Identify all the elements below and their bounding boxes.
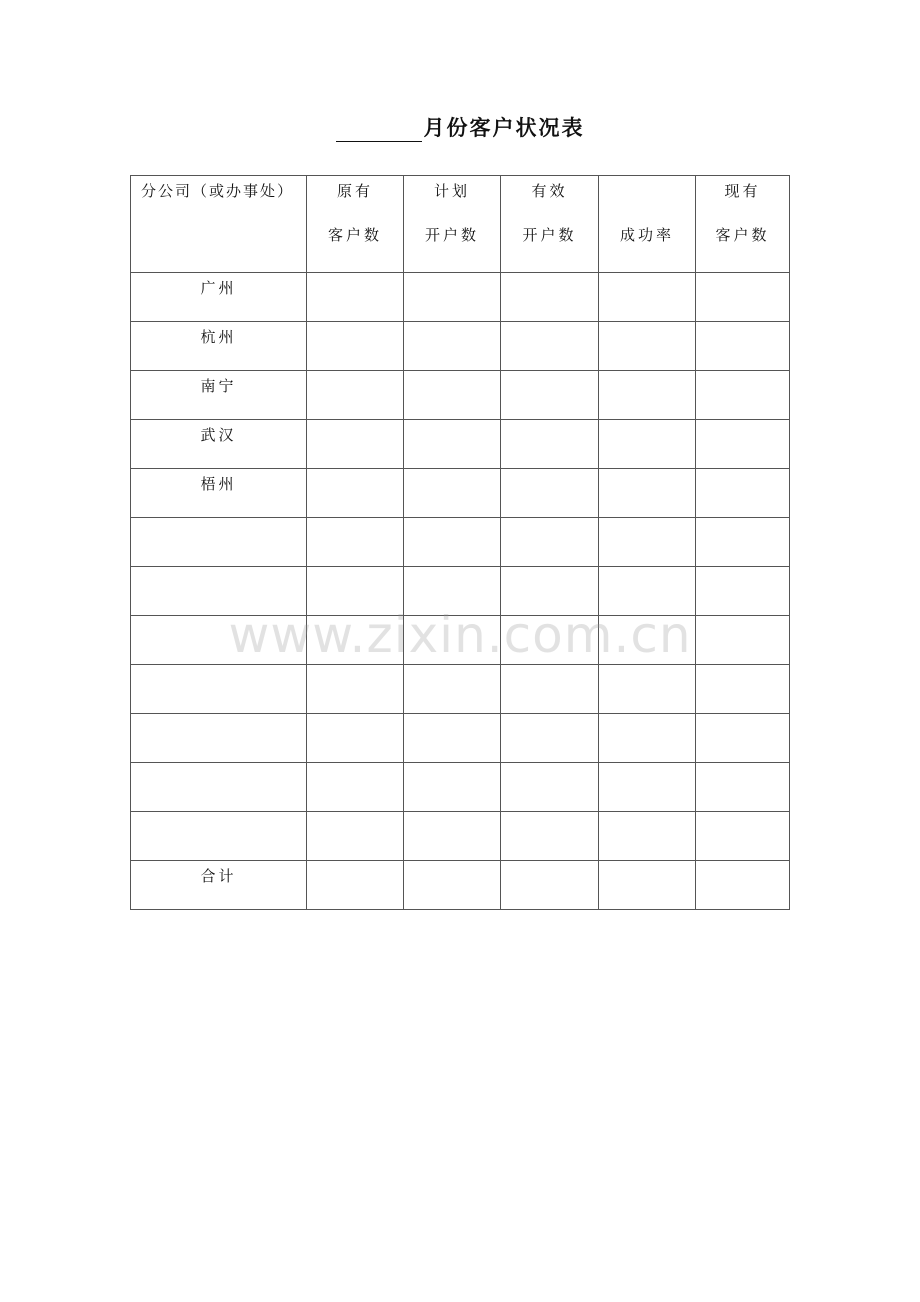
table-row (131, 763, 790, 812)
branch-cell: 梧州 (131, 469, 307, 518)
table-body (131, 273, 790, 910)
table-row (131, 616, 790, 665)
header-effective-accounts: 有效 开户数 (501, 176, 599, 273)
branch-cell: 广州 (131, 273, 307, 322)
data-cell[interactable] (501, 322, 599, 371)
branch-cell[interactable] (131, 567, 307, 616)
data-cell[interactable] (501, 518, 599, 567)
data-cell[interactable] (404, 518, 501, 567)
data-cell[interactable] (696, 665, 790, 714)
data-cell[interactable] (696, 469, 790, 518)
data-cell[interactable] (501, 763, 599, 812)
data-cell[interactable] (501, 273, 599, 322)
branch-cell[interactable] (131, 812, 307, 861)
data-cell[interactable] (599, 273, 696, 322)
data-cell[interactable] (599, 567, 696, 616)
total-cell[interactable] (696, 861, 790, 910)
total-row (131, 861, 790, 910)
data-cell[interactable] (599, 371, 696, 420)
table-row (131, 714, 790, 763)
data-cell[interactable] (404, 616, 501, 665)
data-cell[interactable] (696, 518, 790, 567)
data-cell[interactable] (307, 469, 404, 518)
data-cell[interactable] (696, 763, 790, 812)
data-cell[interactable] (404, 567, 501, 616)
table-row (131, 273, 790, 322)
data-cell[interactable] (696, 273, 790, 322)
data-cell[interactable] (404, 469, 501, 518)
header-success-rate: 成功率 (599, 176, 696, 273)
data-cell[interactable] (307, 567, 404, 616)
data-cell[interactable] (599, 469, 696, 518)
data-cell[interactable] (501, 567, 599, 616)
data-cell[interactable] (501, 371, 599, 420)
total-cell[interactable] (307, 861, 404, 910)
data-cell[interactable] (404, 665, 501, 714)
table-row (131, 420, 790, 469)
customer-status-table (130, 175, 790, 910)
data-cell[interactable] (501, 665, 599, 714)
header-original-customers: 原有 客户数 (307, 176, 404, 273)
data-cell[interactable] (696, 322, 790, 371)
data-cell[interactable] (404, 273, 501, 322)
data-cell[interactable] (307, 714, 404, 763)
data-cell[interactable] (501, 616, 599, 665)
table-row (131, 469, 790, 518)
data-cell[interactable] (696, 420, 790, 469)
table-row (131, 518, 790, 567)
data-cell[interactable] (307, 273, 404, 322)
title-text: 月份客户状况表 (423, 115, 585, 140)
data-cell[interactable] (307, 420, 404, 469)
month-blank-line (336, 119, 422, 142)
table-row (131, 371, 790, 420)
total-cell[interactable] (599, 861, 696, 910)
branch-cell[interactable] (131, 714, 307, 763)
data-cell[interactable] (696, 812, 790, 861)
total-cell[interactable] (501, 861, 599, 910)
data-cell[interactable] (599, 616, 696, 665)
data-cell[interactable] (307, 371, 404, 420)
table-row (131, 567, 790, 616)
data-cell[interactable] (599, 714, 696, 763)
data-cell[interactable] (696, 714, 790, 763)
data-cell[interactable] (307, 322, 404, 371)
page-title (0, 112, 920, 142)
header-planned-accounts: 计划 开户数 (404, 176, 501, 273)
header-current-customers: 现有 客户数 (696, 176, 790, 273)
branch-cell[interactable] (131, 763, 307, 812)
branch-cell[interactable] (131, 616, 307, 665)
table-row (131, 665, 790, 714)
table-row (131, 812, 790, 861)
data-cell[interactable] (501, 812, 599, 861)
branch-cell: 杭州 (131, 322, 307, 371)
branch-cell: 武汉 (131, 420, 307, 469)
data-cell[interactable] (404, 420, 501, 469)
branch-cell[interactable] (131, 665, 307, 714)
data-cell[interactable] (599, 812, 696, 861)
data-cell[interactable] (599, 322, 696, 371)
data-cell[interactable] (307, 812, 404, 861)
header-row (131, 176, 790, 273)
data-cell[interactable] (404, 812, 501, 861)
data-cell[interactable] (307, 518, 404, 567)
table-row (131, 322, 790, 371)
data-cell[interactable] (501, 469, 599, 518)
data-cell[interactable] (404, 322, 501, 371)
branch-cell[interactable] (131, 518, 307, 567)
watermark: www.zixin.com.cn (228, 606, 692, 664)
data-cell[interactable] (404, 763, 501, 812)
data-cell[interactable] (696, 371, 790, 420)
data-cell[interactable] (501, 714, 599, 763)
data-cell[interactable] (307, 665, 404, 714)
data-cell[interactable] (599, 518, 696, 567)
data-cell[interactable] (404, 371, 501, 420)
data-cell[interactable] (307, 616, 404, 665)
data-cell[interactable] (501, 420, 599, 469)
data-cell[interactable] (599, 420, 696, 469)
branch-cell: 南宁 (131, 371, 307, 420)
data-cell[interactable] (599, 665, 696, 714)
total-cell[interactable] (404, 861, 501, 910)
total-label-cell: 合计 (131, 861, 307, 910)
data-cell[interactable] (307, 763, 404, 812)
data-cell[interactable] (696, 567, 790, 616)
data-cell[interactable] (404, 714, 501, 763)
data-cell[interactable] (696, 616, 790, 665)
header-branch: 分公司（或办事处） (131, 176, 307, 273)
data-cell[interactable] (599, 763, 696, 812)
